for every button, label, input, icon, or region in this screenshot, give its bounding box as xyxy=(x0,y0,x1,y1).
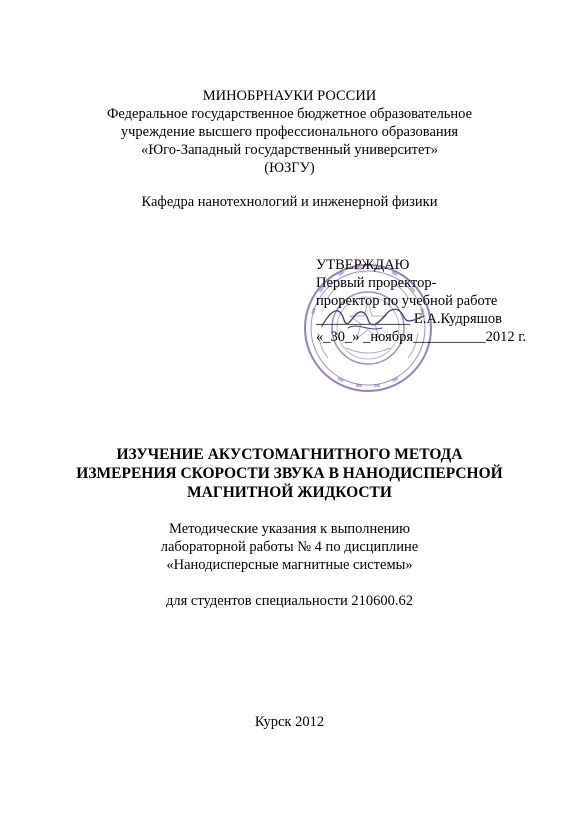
description-line-1: Методические указания к выполнению xyxy=(169,521,410,537)
university-name: «Юго-Западный государственный университет» xyxy=(140,142,439,158)
description-line-2: лабораторной работы № 4 по дисциплине xyxy=(160,539,419,555)
audience-line: для студентов специальности 210600.62 xyxy=(166,593,413,609)
description-line-3: «Нанодисперсные магнитные системы» xyxy=(166,557,413,573)
city-year: Курск 2012 xyxy=(254,714,325,730)
document-title-line-3: МАГНИТНОЙ ЖИДКОСТИ xyxy=(187,484,392,501)
approver-signature-line: _____________ Е.А.Кудряшов xyxy=(316,311,502,327)
handwritten-signature xyxy=(318,298,428,338)
approve-heading: УТВЕРЖДАЮ xyxy=(316,257,410,273)
document-title-line-2: ИЗМЕРЕНИЯ СКОРОСТИ ЗВУКА В НАНОДИСПЕРСНОЙ xyxy=(76,465,503,482)
approver-position-line-2: проректор по учебной работе xyxy=(316,293,498,309)
approver-position-line-1: Первый проректор- xyxy=(316,275,437,291)
ministry-name: МИНОБРНАУКИ РОССИИ xyxy=(202,88,377,104)
university-abbreviation: (ЮЗГУ) xyxy=(264,160,315,176)
document-title-line-1: ИЗУЧЕНИЕ АКУСТОМАГНИТНОГО МЕТОДА xyxy=(116,446,463,463)
approval-date-line: «_30_» _ноября__________2012 г. xyxy=(316,329,527,345)
department-name: Кафедра нанотехнологий и инженерной физики xyxy=(141,194,438,210)
institution-line-1: Федеральное государственное бюджетное образовательное xyxy=(106,106,473,122)
institution-line-2: учреждение высшего профессионального образования xyxy=(120,124,459,140)
